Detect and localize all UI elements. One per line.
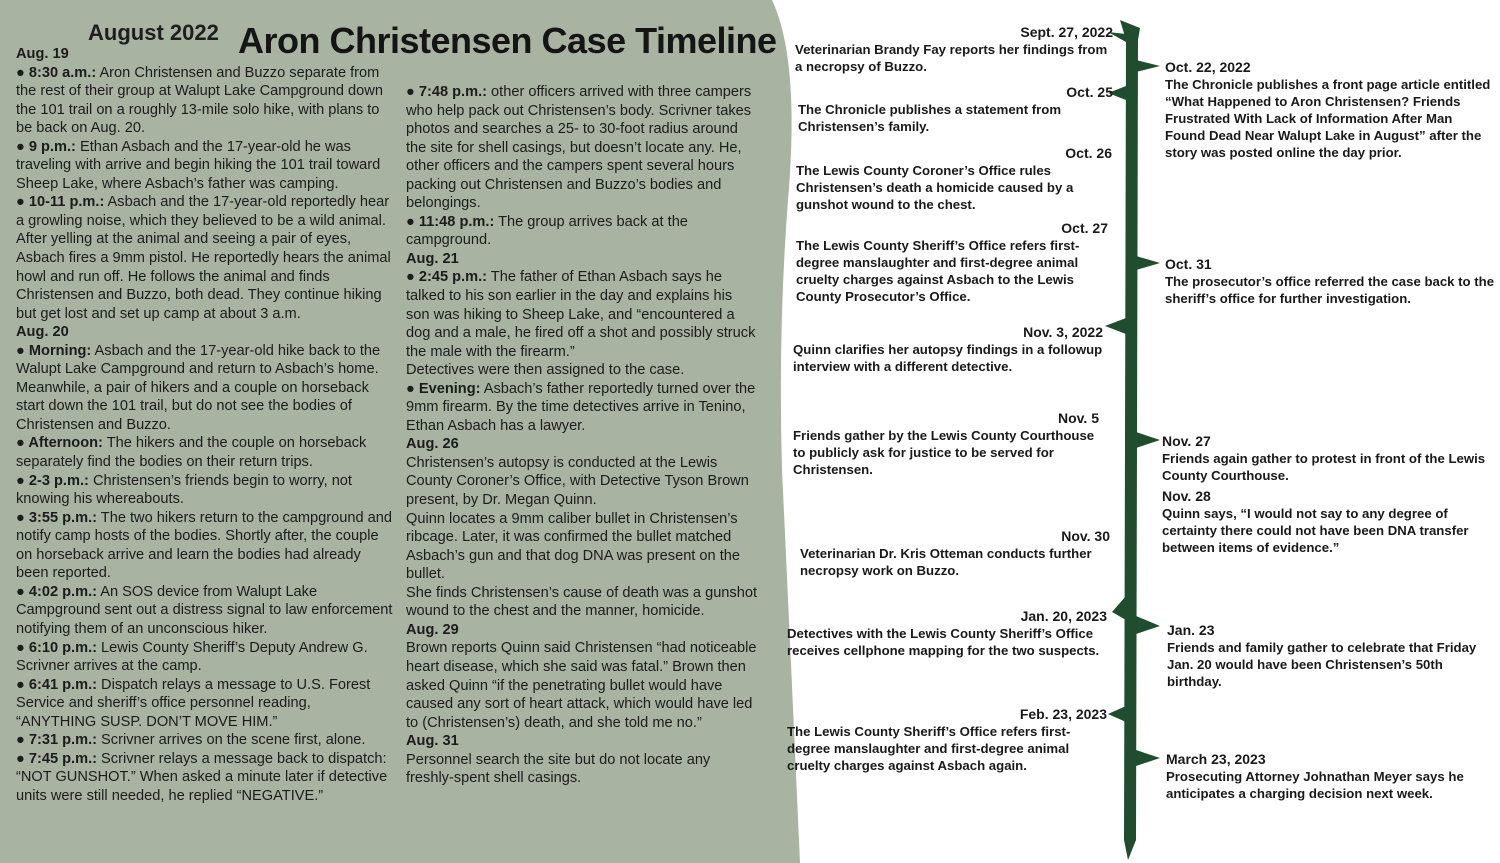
event-text: Prosecuting Attorney Johnathan Meyer says he anticipates a charging decision next week. [1166, 769, 1464, 801]
timeline-event [796, 220, 1108, 305]
left-text-column [16, 45, 394, 805]
day-heading: Aug. 26 [406, 436, 459, 453]
event-date: Jan. 20, 2023 [1020, 608, 1107, 624]
timeline-entry [16, 731, 394, 750]
timeline-entry [16, 64, 394, 138]
day-heading: Aug. 19 [16, 46, 69, 62]
bullet-icon: ● [16, 435, 29, 452]
day-heading: Aug. 29 [406, 621, 459, 638]
entry-paragraph: Brown reports Quinn said Christensen “had noticeable heart disease, which she said was fatal.” Brown then asked Quinn “if the penetrating bullet would have caused any sort of heart attack, which would have led to (Christensen’s) death, and she told me no.” [406, 640, 757, 731]
entry-text: Aron Christensen and Buzzo separate from the rest of their group at Walupt Lake Campground down the 101 trail on a roughly 13-mile solo hike, with plans to be back on Aug. 20. [16, 64, 383, 137]
timeline-entry [16, 583, 394, 639]
day-heading: Aug. 21 [406, 250, 459, 267]
event-text: The Chronicle publishes a front page article entitled “What Happened to Aron Christensen? Friends Frustrated With Lack of Information After Man Found Dead Near Walupt Lake in August” after the story was posted online the day prior. [1165, 77, 1491, 160]
entry-time: Afternoon: [28, 435, 103, 452]
timeline-entry [406, 268, 758, 361]
timeline-entry [16, 342, 394, 435]
entry-time: 8:30 a.m.: [28, 64, 97, 81]
timeline-entry [16, 676, 394, 732]
event-text: Veterinarian Dr. Kris Otteman conducts further necropsy work on Buzzo. [800, 546, 1092, 578]
entry-time: 4:02 p.m.: [28, 583, 97, 600]
entry-time: 10-11 p.m.: [28, 194, 105, 211]
entry-paragraph: Quinn locates a 9mm caliber bullet in Christensen’s ribcage. Later, it was confirmed the bullet matched Asbach’s gun and that dog DNA was present on the bullet. [406, 510, 740, 583]
event-text: The Lewis County Sheriff’s Office refers first-degree manslaughter and first-degree animal cruelty charges against Asbach again. [787, 724, 1071, 773]
entry-paragraph: Personnel search the site but do not locate any freshly-spent shell casings. [406, 751, 711, 787]
entry-text: Scrivner relays a message back to dispatch: “NOT GUNSHOT.” When asked a minute later if detective units were still needed, he replied “NEGATIVE.” [16, 750, 388, 804]
entry-time: 11:48 p.m.: [418, 213, 495, 230]
entry-paragraph: She finds Christensen’s cause of death was a gunshot wound to the chest and the manner, homicide. [406, 584, 758, 620]
entry-text: An SOS device from Walupt Lake Campground sent out a distress signal to law enforcement notifying them of an unconscious hiker. [16, 583, 393, 637]
event-date: Oct. 26 [1065, 145, 1112, 161]
event-date: Feb. 23, 2023 [1019, 706, 1107, 722]
timeline-event [793, 324, 1103, 375]
entry-time: 7:48 p.m.: [418, 84, 487, 100]
timeline-event [796, 145, 1112, 213]
event-text: Friends and family gather to celebrate that Friday Jan. 20 would have been Christensen’s 50th birthday. [1167, 640, 1477, 689]
bullet-icon: ● [406, 380, 419, 397]
timeline-entry [16, 434, 394, 471]
timeline-entry [406, 213, 758, 250]
entry-text: Christensen’s friends begin to worry, not knowing his whereabouts. [16, 472, 352, 508]
timeline-entry [16, 472, 394, 509]
entry-time: Morning: [28, 342, 92, 359]
entry-text: The two hikers return to the campground and notify camp hosts of the bodies. Shortly after, the couple on horseback arrive and learn the bodies had already been reported. [16, 509, 393, 582]
entry-text: Asbach and the 17-year-old hike back to the Walupt Lake Campground and return to Asbach’s home. Meanwhile, a pair of hikers and a couple on horseback start down the 101 trail, but do not see the bodies of Christensen and Buzzo. [16, 342, 381, 433]
timeline-event [1162, 488, 1492, 556]
timeline-entry [406, 380, 758, 436]
entry-time: 3:55 p.m.: [28, 509, 97, 526]
event-date: Nov. 5 [1058, 410, 1099, 426]
entry-time: 2:45 p.m.: [418, 269, 487, 286]
timeline-event [1166, 751, 1486, 802]
timeline-event [1165, 256, 1495, 307]
bullet-icon: ● [16, 639, 29, 656]
timeline-entry [16, 138, 394, 194]
bullet-icon: ● [16, 732, 29, 749]
entry-text: Dispatch relays a message to U.S. Forest Service and sheriff’s office personnel reading, “ANYTHING SUSP. DON’T MOVE HIM.” [16, 676, 371, 730]
entry-time: 7:31 p.m.: [28, 732, 97, 749]
bullet-icon: ● [16, 750, 29, 767]
page-title: Aron Christensen Case Timeline [238, 20, 777, 61]
bullet-icon: ● [406, 213, 419, 230]
event-text: Friends gather by the Lewis County Courthouse to publicly ask for justice to be served for Christensen. [793, 428, 1095, 477]
bullet-icon: ● [16, 509, 29, 526]
event-text: The Lewis County Coroner’s Office rules Christensen’s death a homicide caused by a gunshot wound to the chest. [796, 163, 1074, 212]
entry-text: other officers arrived with three campers who help pack out Christensen’s body. Scrivner takes photos and searches a 25- to 30-foot radius around the site for shell casings, but doesn’t locate any. He, other officers and the campers spent several hours packing out Christensen and Buzzo’s bodies and belongings. [406, 84, 752, 212]
event-date: Oct. 25 [1066, 84, 1113, 100]
timeline-event [1167, 622, 1487, 690]
timeline-event [795, 24, 1113, 75]
entry-time: 7:45 p.m.: [28, 750, 97, 767]
entry-text: Ethan Asbach and the 17-year-old he was traveling with arrive and begin hiking the 101 trail toward Sheep Lake, where Asbach’s father was camping. [16, 138, 381, 192]
event-text: Quinn says, “I would not say to any degree of certainty there could not have been DNA transfer between items of evidence.” [1162, 506, 1469, 555]
event-text: Veterinarian Brandy Fay reports her findings from a necropsy of Buzzo. [795, 42, 1108, 74]
event-text: Detectives with the Lewis County Sheriff’s Office receives cellphone mapping for the two suspects. [787, 626, 1100, 658]
entry-time: 2-3 p.m.: [28, 472, 89, 489]
event-date: Jan. 23 [1167, 622, 1215, 638]
entry-time: 9 p.m.: [28, 138, 76, 155]
timeline-entry [16, 193, 394, 323]
bullet-icon: ● [16, 583, 29, 600]
bullet-icon: ● [16, 194, 29, 211]
timeline-event [787, 706, 1107, 774]
event-text: The Lewis County Sheriff’s Office refers first-degree manslaughter and first-degree animal cruelty charges against Asbach to the Lewis County Prosecutor’s Office. [796, 238, 1080, 304]
event-date: March 23, 2023 [1166, 751, 1266, 767]
timeline-entry [16, 509, 394, 583]
timeline-entry [406, 83, 758, 213]
event-text: Friends again gather to protest in front of the Lewis County Courthouse. [1162, 451, 1486, 483]
event-date: Oct. 31 [1165, 256, 1212, 272]
timeline-event [793, 410, 1099, 478]
entry-text: Lewis County Sheriff’s Deputy Andrew G. Scrivner arrives at the camp. [16, 639, 368, 675]
event-text: The prosecutor’s office referred the case back to the sheriff’s office for further investigation. [1165, 274, 1495, 306]
entry-text: The father of Ethan Asbach says he talked to his son earlier in the day and explains his son was hiking to Sheep Lake, and “encountered a dog and a male, he fired off a shot and possibly struck the male with the firearm.” [406, 269, 756, 360]
bullet-icon: ● [16, 342, 29, 359]
bullet-icon: ● [406, 84, 419, 100]
entry-paragraph: Detectives were then assigned to the case. [406, 362, 685, 379]
entry-text: The group arrives back at the campground. [406, 213, 688, 249]
entry-paragraph: Christensen’s autopsy is conducted at the Lewis County Coroner’s Office, with Detective Tyson Brown present, by Dr. Megan Quinn. [406, 454, 749, 509]
timeline-event [1162, 433, 1492, 484]
timeline-entry [16, 750, 394, 806]
event-date: Oct. 27 [1061, 220, 1108, 236]
entry-text: Asbach and the 17-year-old reportedly hear a growling noise, which they believed to be a wild animal. After yelling at the animal and seeing a pair of eyes, Asbach fires a 9mm pistol. He reportedly hears the animal howl and run off. He follows the animal and finds Christensen and Buzzo, both dead. They continue hiking but get lost and set up camp at about 3 a.m. [16, 194, 391, 322]
event-date: Sept. 27, 2022 [1020, 24, 1113, 40]
event-date: Oct. 22, 2022 [1165, 59, 1251, 75]
event-date: Nov. 30 [1061, 528, 1110, 544]
day-heading: Aug. 20 [16, 324, 69, 341]
timeline-event [798, 84, 1113, 135]
entry-time: 6:10 p.m.: [28, 639, 97, 656]
entry-text: The hikers and the couple on horseback separately find the bodies on their return trips. [16, 435, 367, 471]
header-month: August 2022 [88, 20, 219, 45]
day-heading: Aug. 31 [406, 733, 459, 750]
bullet-icon: ● [16, 472, 29, 489]
middle-text-column [406, 83, 758, 788]
event-date: Nov. 28 [1162, 488, 1211, 504]
bullet-icon: ● [16, 138, 29, 155]
bullet-icon: ● [16, 64, 29, 81]
event-text: Quinn clarifies her autopsy findings in a followup interview with a different detective. [793, 342, 1103, 374]
timeline-entry [16, 639, 394, 676]
event-text: The Chronicle publishes a statement from Christensen’s family. [798, 102, 1062, 134]
entry-text: Scrivner arrives on the scene first, alone. [97, 732, 366, 749]
event-date: Nov. 3, 2022 [1023, 324, 1103, 340]
bullet-icon: ● [16, 676, 29, 693]
entry-text: Asbach’s father reportedly turned over the 9mm firearm. By the time detectives arrive in Tenino, Ethan Asbach has a lawyer. [406, 380, 756, 434]
entry-time: Evening: [418, 380, 481, 397]
timeline-event [1165, 59, 1495, 161]
entry-time: 6:41 p.m.: [28, 676, 97, 693]
event-date: Nov. 27 [1162, 433, 1211, 449]
timeline-event [800, 528, 1110, 579]
timeline-event [787, 608, 1107, 659]
bullet-icon: ● [406, 269, 419, 286]
